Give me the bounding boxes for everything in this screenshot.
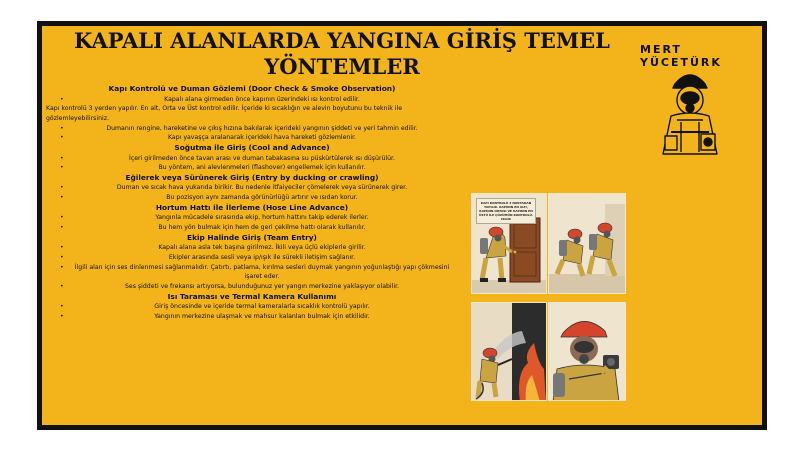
bullet-item: • İçeri girilmeden önce tavan arası ve duman tabakasına su püskürtülerek ısı düşürülür. [42,154,462,164]
content-column [42,84,462,322]
bullet-item: • Bu yöntem, ani alevlenmeleri (flashover) engellemek için kullanılır. [42,163,462,173]
section-heading: Ekip Halinde Giriş (Team Entry) [187,232,317,242]
door-check-illustration [471,193,547,294]
hose-advance-illustration [471,302,547,401]
section-heading: Hortum Hattı ile İlerleme (Hose Line Advance) [155,202,349,212]
author-name: MERT YÜCETÜRK [640,43,722,69]
bullet-item: • Kapalı alana girmeden önce kapının üzerindeki ısı kontrol edilir. [42,95,462,105]
bullet-item: • Yangının merkezine ulaşmak ve mahsur kalanları bulmak için etkilidir. [42,312,462,322]
bullet-item: • Yangınla mücadele sırasında ekip, hortum hattını takip ederek ilerler. [42,213,462,223]
bullet-item: • İlgili alan için ses dinlenmesi sağlanmalıdır. Çatırtı, patlama, kırılma sesleri duymak yangının yoğunlaştığı yapı çökmesini işaret eder. [42,263,462,282]
section-heading: Isı Taraması ve Termal Kamera Kullanımı [167,291,337,301]
bullet-item: • Dumanın rengine, hareketine ve çıkış hızına bakılarak içerideki yangının şiddeti ve yeri tahmin edilir. [42,124,462,134]
slide-title: KAPALI ALANLARDA YANGINA GİRİŞ TEMEL YÖNTEMLER [74,28,610,79]
firefighter-icon [657,62,723,158]
bullet-item: • Ekipler arasında sesli veya ip/ışık ile sürekli iletişim sağlanır. [42,253,462,263]
thermal-camera-illustration [548,302,626,401]
bullet-item: • Giriş öncesinde ve içeride termal kameralarla sıcaklık kontrolü yapılır. [42,302,462,312]
bullet-item: • Duman ve sıcak hava yukarıda birikir. Bu nedenle itfaiyeciler çömelerek veya sürünerek girer. [42,183,462,193]
slide [42,26,762,425]
crawling-entry-illustration [548,193,626,294]
bullet-item: • Ses şiddeti ve frekansı artıyorsa, bulunduğunuz yer yangın merkezine yaklaşıyor olabilir. [42,282,462,292]
section-heading: Eğilerek veya Sürünerek Giriş (Entry by ducking or crawling) [125,172,379,182]
paragraph-text: Kapı kontrolü 3 yerden yapılır. En alt, Orta ve Üst kontrol edilir. İçeride ki sıcaklığın ve alevin boyutunu bu teknik ile gözlemleyebilirsiniz. [46,105,403,122]
bullet-item: • Bu pozisyon aynı zamanda görünürlüğü artırır ve ısıdan korur. [42,193,462,203]
bullet-item: • Bu hem yön bulmak için hem de geri çekilme hattı olarak kullanılır. [42,223,462,233]
section-heading: Kapı Kontrolü ve Duman Gözlemi (Door Check & Smoke Observation) [108,84,396,93]
bullet-item: • Kapalı alana asla tek başına girilmez. İkili veya üçlü ekiplerle girilir. [42,243,462,253]
bullet-item: • Kapı yavaşça aralanarak içerideki hava hareketi gözlemlenir. [42,133,462,143]
section-heading: Soğutma ile Giriş (Cool and Advance) [174,143,330,153]
door-check-note: KAPI KONTROLÜ 3 NOKTADAN YAPILIR. KAPININ EN ALTI, KAPININ ORTASI VE KAPININ EN ÜSTÜ İLE ÇÖZÜMÜN KONTROLÜ. ISILIR [476,198,536,224]
